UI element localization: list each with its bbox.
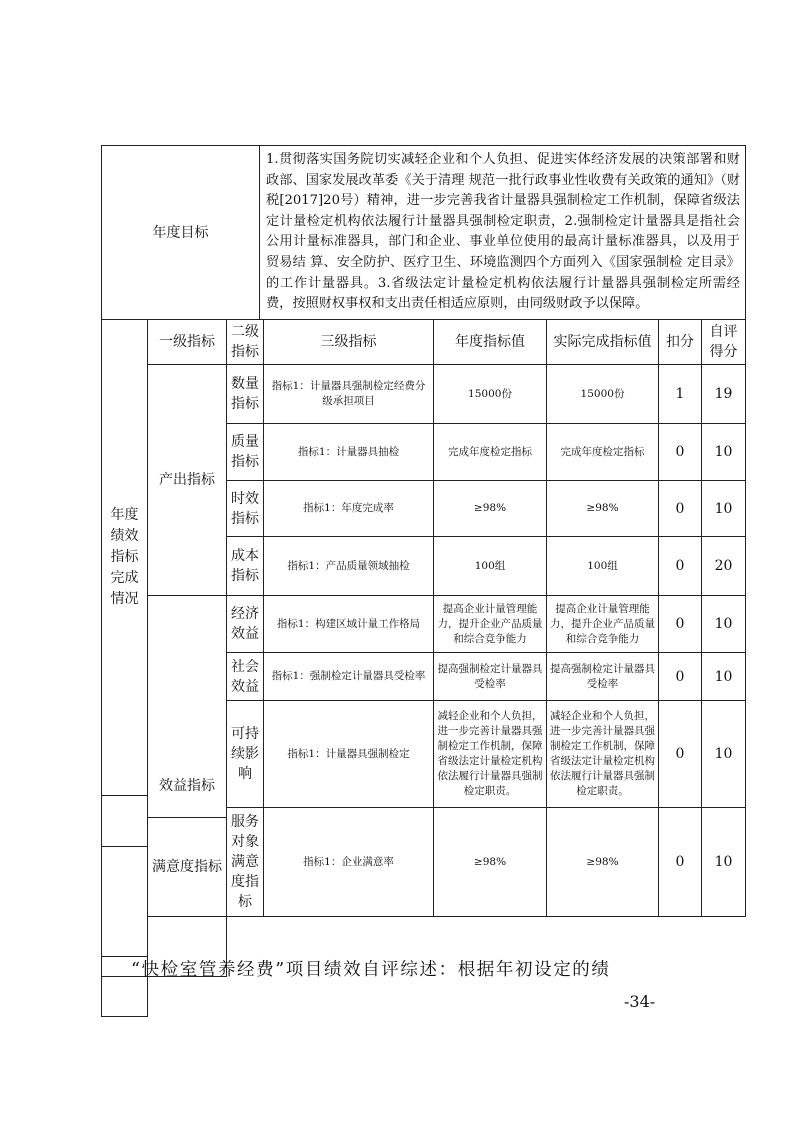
row-level2: 数量指标 (226, 364, 264, 424)
performance-label: 年度绩效指标完成情况 (101, 319, 148, 796)
header-score: 自评得分 (701, 319, 746, 365)
row-score: 10 (701, 480, 746, 537)
output-indicator-label: 产出指标 (147, 364, 227, 596)
row-actual: 100组 (546, 536, 659, 596)
row-deduct: 0 (658, 700, 702, 808)
header-deduct: 扣分 (658, 319, 702, 365)
row-score: 19 (701, 364, 746, 424)
row-score: 10 (701, 423, 746, 481)
row-score: 20 (701, 536, 746, 596)
header-level2: 二级指标 (226, 319, 264, 365)
row-level3: 指标1：构建区域计量工作格局 (263, 595, 434, 653)
row-score: 10 (701, 700, 746, 808)
row-target: 减轻企业和个人负担，进一步完善计量器具强制检定工作机制，保障省级法定计量检定机构依法履行计量器具强制检定职责。 (433, 700, 547, 808)
row-deduct: 0 (658, 652, 702, 701)
row-level3: 指标1：年度完成率 (263, 480, 434, 537)
row-level3: 指标1：计量器具抽检 (263, 423, 434, 481)
left-blank-cell-2 (101, 846, 148, 957)
row-level2: 服务对象满意度指标 (226, 807, 264, 917)
row-level2: 质量指标 (226, 423, 264, 481)
row-level3: 指标1：计量器具强制检定经费分级承担项目 (263, 364, 434, 424)
header-target: 年度指标值 (433, 319, 547, 365)
row-deduct: 0 (658, 595, 702, 653)
row-level3: 指标1：企业满意率 (263, 807, 434, 917)
left-blank-cell-4 (101, 976, 148, 1017)
annual-goal-label: 年度目标 (101, 145, 260, 320)
row-level2: 社会效益 (226, 652, 264, 701)
row-actual: ≥98% (546, 480, 659, 537)
row-target: 100组 (433, 536, 547, 596)
left-blank-cell-1 (101, 795, 148, 847)
row-actual: 提高企业计量管理能力，提升企业产品质量和综合竞争能力 (546, 595, 659, 653)
row-actual: 减轻企业和个人负担，进一步完善计量器具强制检定工作机制，保障省级法定计量检定机构依法履行计量器具强制检定职责。 (546, 700, 659, 808)
benefit-indicator-label: 效益指标 (147, 595, 227, 977)
row-level3: 指标1：强制检定计量器具受检率 (263, 652, 434, 701)
row-level2: 经济效益 (226, 595, 264, 653)
row-level3: 指标1：产品质量领域抽检 (263, 536, 434, 596)
row-level2: 时效指标 (226, 480, 264, 537)
row-actual: ≥98% (546, 807, 659, 917)
row-deduct: 1 (658, 364, 702, 424)
header-level3: 三级指标 (263, 319, 434, 365)
summary-line: “快检室管养经费”项目绩效自评综述：根据年初设定的绩 (131, 960, 611, 980)
row-target: 提高企业计量管理能力，提升企业产品质量和综合竞争能力 (433, 595, 547, 653)
row-level2: 成本指标 (226, 536, 264, 596)
row-score: 10 (701, 595, 746, 653)
annual-goal-text: 1.贯彻落实国务院切实减轻企业和个人负担、促进实体经济发展的决策部署和财政部、国家发展改革委《关于清理 规范一批行政事业性收费有关政策的通知》（财税[2017]20号）精神，进一步完善我省计量器具强制检定工作机制，保障省级法定计量检定机构依法履行计量器具强制检定职责，2.强制检定计量器具是指社会公用计量标准器具，部门和企业、事业单位使用的最高计量标准器具，以及用于贸易结 算、安全防护、医疗卫生、环境监测四个方面列入《国家强制检 定目录》的工作计量器具。3.省级法定计量检定机构依法履行计量器具强制检定所需经费，按照财权事权和支出责任相适应原则，由同级财政予以保障。 (259, 145, 746, 320)
row-deduct: 0 (658, 536, 702, 596)
row-deduct: 0 (658, 423, 702, 481)
row-score: 10 (701, 807, 746, 917)
row-actual: 15000份 (546, 364, 659, 424)
header-level1: 一级指标 (147, 319, 227, 365)
row-target: 15000份 (433, 364, 547, 424)
performance-table (101, 145, 746, 917)
row-level3: 指标1：计量器具强制检定 (263, 700, 434, 808)
page-number: -34- (624, 992, 656, 1011)
row-deduct: 0 (658, 807, 702, 917)
row-actual: 完成年度检定指标 (546, 423, 659, 481)
row-target: 完成年度检定指标 (433, 423, 547, 481)
row-actual: 提高强制检定计量器具受检率 (546, 652, 659, 701)
row-target: ≥98% (433, 807, 547, 917)
row-score: 10 (701, 652, 746, 701)
row-target: 提高强制检定计量器具受检率 (433, 652, 547, 701)
satisfaction-indicator-label: 满意度指标 (147, 817, 227, 917)
header-actual: 实际完成指标值 (546, 319, 659, 365)
row-deduct: 0 (658, 480, 702, 537)
row-target: ≥98% (433, 480, 547, 537)
row-level2: 可持续影响 (226, 700, 264, 808)
